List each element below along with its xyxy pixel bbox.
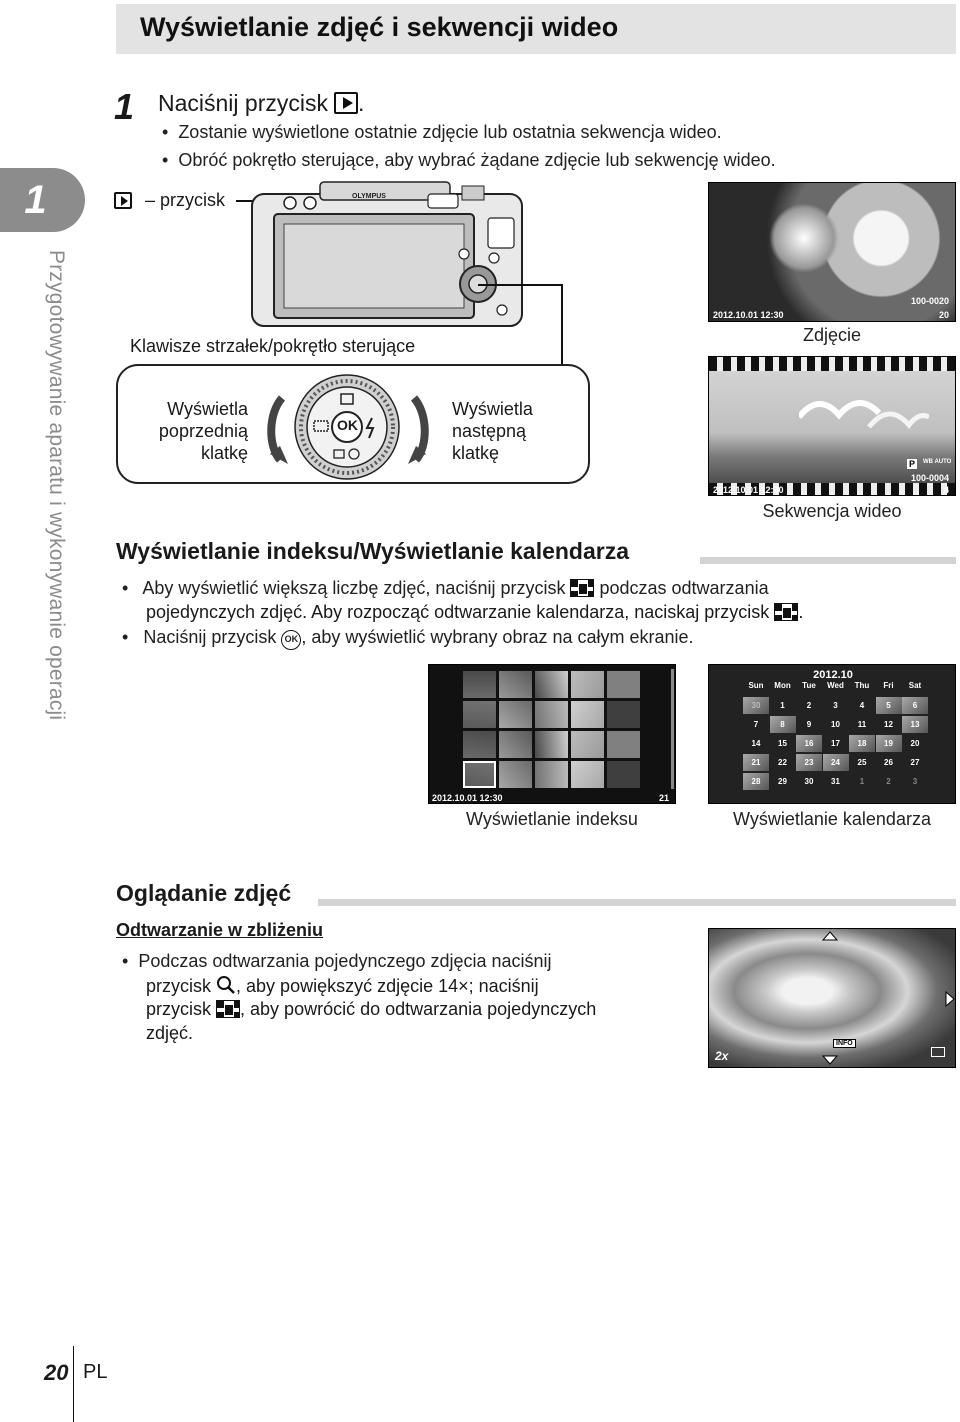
arrow-down-icon: [822, 1055, 838, 1065]
photo-caption: Zdjęcie: [802, 325, 862, 345]
calendar-date: 18: [849, 735, 875, 752]
play-button-icon: [114, 192, 132, 209]
calendar-day-header: Wed: [827, 681, 844, 690]
calendar-date: 26: [884, 758, 893, 767]
play-button-label: – przycisk: [114, 190, 225, 211]
video-mode: P: [909, 459, 916, 469]
calendar-day-header: Mon: [774, 681, 791, 690]
chapter-title: Przygotowywanie aparatu i wykonywanie operacji: [45, 250, 68, 721]
index-thumbnail: [571, 701, 604, 728]
video-file-number: 100-0004: [910, 473, 949, 483]
index-thumbnail: [607, 761, 640, 788]
calendar-date: 2: [886, 777, 891, 786]
zoom-frame-icon: [931, 1047, 945, 1057]
index-thumbnail: [607, 701, 640, 728]
index-thumbnail: [535, 701, 568, 728]
seagull-image: [799, 387, 929, 447]
calendar-date: 15: [778, 739, 787, 748]
thumbnail-grid: [463, 671, 639, 791]
index-thumbnail: [499, 671, 532, 698]
ok-button: OK: [337, 417, 358, 433]
index-datetime: 2012.10.01 12:30: [432, 793, 503, 803]
calendar-date: 1: [859, 777, 865, 786]
index-bullet-cont: pojedynczych zdjęć. Aby rozpocząć odtwarzanie kalendarza, naciskaj przycisk .: [146, 602, 804, 622]
video-datetime: 2012.10.01 12:30: [713, 485, 784, 495]
next-frame-label: Wyświetla następną klatkę: [452, 399, 533, 463]
calendar-date: 14: [751, 739, 761, 748]
rotate-right-arrow-icon: [406, 394, 436, 466]
index-thumbnail: [463, 671, 496, 698]
page-number: 20: [44, 1360, 69, 1385]
calendar-date: 3: [833, 701, 838, 710]
calendar-date: 12: [884, 720, 893, 729]
play-button-icon: [334, 92, 358, 114]
index-thumbnail: [535, 731, 568, 758]
index-thumbnail: [571, 761, 604, 788]
calendar-date: 21: [743, 754, 769, 771]
zoom-bullet-line: przycisk , aby powiększyć zdjęcie 14×; naciśnij: [146, 976, 539, 996]
calendar-date: 19: [876, 735, 902, 752]
calendar-date: 8: [770, 716, 796, 733]
calendar-date: 2: [806, 701, 812, 710]
calendar-date: 22: [778, 758, 787, 767]
index-preview: [428, 664, 676, 804]
page-title: Wyświetlanie zdjęć i sekwencji wideo: [116, 4, 956, 54]
step-bullet: • Zostanie wyświetlone ostatnie zdjęcie lub ostatnia sekwencja wideo.: [162, 122, 722, 143]
video-frame-number: 4: [943, 485, 949, 495]
index-thumbnail: [463, 731, 496, 758]
calendar-date: 4: [859, 701, 865, 710]
calendar-date: 11: [857, 720, 867, 729]
leader-line: [561, 284, 563, 364]
zoom-preview: [708, 928, 956, 1068]
language-code: PL: [83, 1361, 108, 1383]
calendar-date: 29: [778, 777, 787, 786]
leader-line: [478, 284, 562, 286]
calendar-date: 30: [804, 777, 814, 786]
index-count: 21: [658, 793, 669, 803]
calendar-month: 2012.10: [813, 669, 853, 681]
zoom-bullet-line: zdjęć.: [146, 1023, 194, 1043]
photo-datetime: 2012.10.01 12:30: [713, 310, 784, 320]
ok-button-icon: OK: [281, 630, 301, 650]
calendar-date: 16: [796, 735, 822, 752]
calendar-date: 24: [823, 754, 849, 771]
video-caption: Sekwencja wideo: [762, 501, 902, 521]
index-caption: Wyświetlanie indeksu: [466, 809, 638, 829]
calendar-date: 5: [876, 697, 902, 714]
photo-frame-number: 20: [938, 310, 949, 320]
footer-divider: [73, 1346, 74, 1422]
index-thumbnail: [499, 701, 532, 728]
camera-brand: OLYMPUS: [352, 193, 386, 200]
calendar-day-header: Fri: [883, 681, 894, 690]
video-preview: [708, 356, 956, 496]
view-section-heading: Oglądanie zdjęć: [116, 880, 292, 906]
calendar-day-header: Thu: [854, 681, 870, 690]
zoom-bullet: • Podczas odtwarzania pojedynczego zdjęcia naciśnij: [122, 951, 552, 972]
calendar-date: 10: [831, 720, 840, 729]
index-thumbnail: [607, 671, 640, 698]
photo-file-number: 100-0020: [910, 296, 949, 306]
section-rule: [318, 899, 956, 906]
camera-body: [250, 178, 530, 328]
calendar-date: 13: [902, 716, 928, 733]
step-bullet: • Obróć pokrętło sterujące, aby wybrać żądane zdjęcie lub sekwencję wideo.: [162, 150, 776, 171]
calendar-preview: [708, 664, 956, 804]
index-button-icon: [774, 603, 798, 621]
video-wb: WB AUTO: [923, 459, 952, 465]
calendar-day-header: Sun: [748, 681, 764, 690]
index-thumbnail: [607, 731, 640, 758]
arrow-right-icon: [945, 991, 955, 1007]
step-number: 1: [114, 86, 135, 127]
zoom-bullet-line: przycisk , aby powrócić do odtwarzania pojedynczych: [146, 999, 597, 1019]
calendar-date: 7: [753, 720, 759, 729]
index-thumbnail: [571, 671, 604, 698]
calendar-date: 6: [902, 697, 928, 714]
zoom-subheading: Odtwarzanie w zbliżeniu: [116, 920, 324, 940]
calendar-date: 17: [831, 739, 840, 748]
chapter-tab: 1: [0, 168, 85, 232]
scrollbar: [671, 669, 674, 789]
magnify-icon: [216, 975, 236, 995]
zoom-level: 2x: [715, 1049, 729, 1063]
index-thumbnail: [535, 671, 568, 698]
index-thumbnail: [463, 701, 496, 728]
index-thumbnail: [535, 761, 568, 788]
index-thumbnail: [499, 731, 532, 758]
index-bullet: • Aby wyświetlić większą liczbę zdjęć, naciśnij przycisk podczas odtwarzania: [122, 578, 769, 599]
calendar-date: 28: [743, 773, 769, 790]
index-thumbnail: [463, 761, 496, 788]
dial-label: Klawisze strzałek/pokrętło sterujące: [130, 336, 416, 356]
calendar-caption: Wyświetlanie kalendarza: [733, 809, 931, 829]
index-button-icon: [570, 579, 594, 597]
index-section-heading: Wyświetlanie indeksu/Wyświetlanie kalendarza: [116, 538, 630, 564]
arrow-up-icon: [822, 931, 838, 941]
section-rule: [700, 557, 956, 564]
calendar-day-header: Tue: [802, 681, 816, 690]
prev-frame-label: Wyświetla poprzednią klatkę: [158, 399, 248, 463]
calendar-date: 1: [780, 701, 785, 710]
step-instruction: Naciśnij przycisk .: [158, 90, 365, 116]
index-thumbnail: [571, 731, 604, 758]
index-thumbnail: [499, 761, 532, 788]
calendar-date: 9: [806, 720, 812, 729]
ok-bullet: • Naciśnij przycisk OK , aby wyświetlić wybrany obraz na całym ekranie.: [122, 627, 694, 650]
calendar-date: 25: [857, 758, 867, 767]
info-badge: INFO: [833, 1039, 856, 1048]
photo-preview: [708, 182, 956, 322]
calendar-date: 30: [743, 697, 769, 714]
calendar-date: 20: [910, 739, 920, 748]
index-button-icon: [216, 1000, 240, 1018]
calendar-day-header: Sat: [908, 681, 922, 690]
calendar-date: 27: [910, 758, 920, 767]
calendar-date: 23: [796, 754, 822, 771]
rotate-left-arrow-icon: [260, 394, 290, 466]
calendar-date: 31: [831, 777, 840, 786]
calendar-date: 3: [912, 777, 918, 786]
